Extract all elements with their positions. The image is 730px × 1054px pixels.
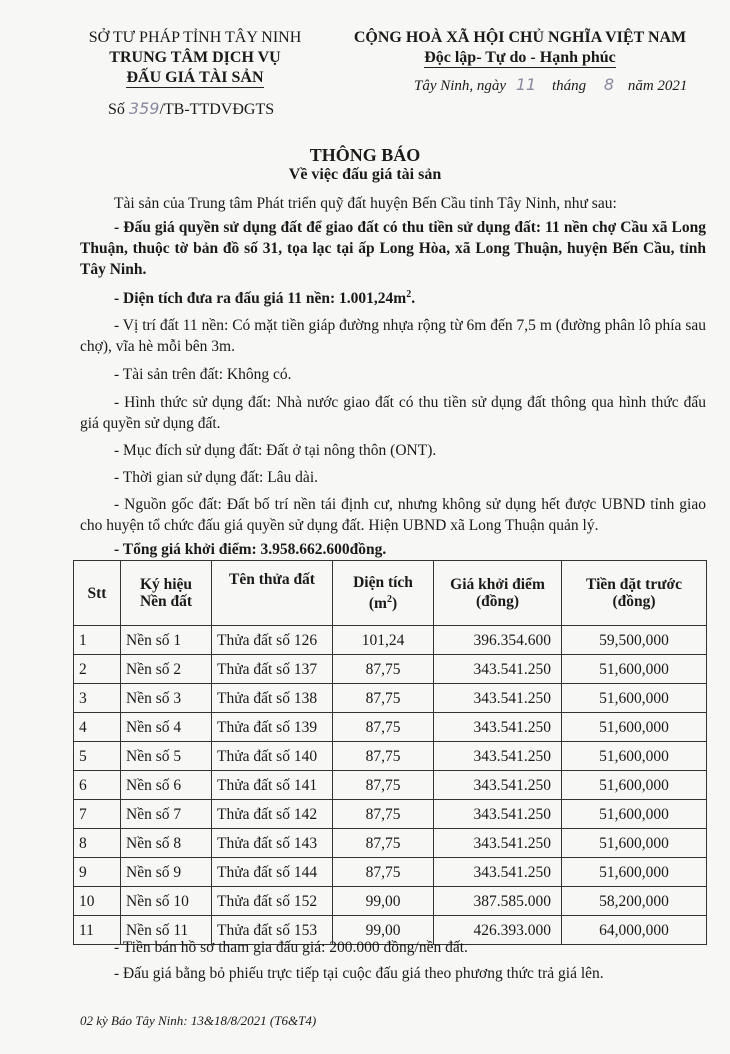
location-item: - Vị trí đất 11 nền: Có mặt tiền giáp đường nhựa rộng từ 6m đến 7,5 m (đường phân lô phía sau chợ), vĩa hè mỗi bên 3m.: [80, 317, 706, 355]
country-name: CỘNG HOÀ XÃ HỘI CHỦ NGHĨA VIỆT NAM: [353, 29, 687, 46]
cell-ky-hieu: Nền số 6: [121, 771, 212, 800]
cell-ten: Thửa đất số 137: [212, 655, 333, 684]
cell-tien: 51,600,000: [562, 655, 707, 684]
duration-item: - Thời gian sử dụng đất: Lâu dài.: [114, 469, 318, 486]
cell-stt: 6: [74, 771, 121, 800]
cell-tien: 51,600,000: [562, 713, 707, 742]
table-row: [74, 887, 707, 916]
cell-ten: Thửa đất số 142: [212, 800, 333, 829]
cell-dien-tich: 87,75: [333, 771, 434, 800]
cell-stt: 7: [74, 800, 121, 829]
cell-ky-hieu: Nền số 7: [121, 800, 212, 829]
cell-stt: 10: [74, 887, 121, 916]
cell-gia: 343.541.250: [434, 713, 562, 742]
center-name-line1: TRUNG TÂM DỊCH VỤ: [109, 49, 281, 66]
header-dien-tich-sup: 2: [386, 593, 392, 605]
cell-gia: 343.541.250: [434, 684, 562, 713]
publication-note: 02 kỳ Báo Tây Ninh: 13&18/8/2021 (T6&T4): [80, 1013, 317, 1028]
cell-ten: Thửa đất số 141: [212, 771, 333, 800]
header-gia-line2: (đồng): [475, 593, 520, 610]
auction-item: - Đấu giá quyền sử dụng đất để giao đất có thu tiền sử dụng đất: 11 nền chợ Cầu xã Long Thuận, thuộc tờ bản đồ số 31, tọa lạc tại ấp Long Hòa, xã Long Thuận, huyện Bến Cầu, tỉnh Tây Ninh.: [80, 219, 706, 278]
cell-ten: Thửa đất số 126: [212, 626, 333, 655]
cell-ky-hieu: Nền số 4: [121, 713, 212, 742]
cell-ky-hieu: Nền số 3: [121, 684, 212, 713]
header-ky-hieu: [121, 561, 212, 626]
cell-gia: 343.541.250: [434, 829, 562, 858]
cell-ten: Thửa đất số 144: [212, 858, 333, 887]
assets-item: - Tài sản trên đất: Không có.: [114, 366, 292, 383]
cell-gia: 343.541.250: [434, 800, 562, 829]
area-item: [80, 284, 706, 309]
cell-ten: Thửa đất số 153: [212, 916, 333, 945]
table-row: [74, 771, 707, 800]
cell-tien: 51,600,000: [562, 684, 707, 713]
cell-ky-hieu: Nền số 11: [121, 916, 212, 945]
table-row: [74, 713, 707, 742]
table-row: [74, 684, 707, 713]
cell-tien: 59,500,000: [562, 626, 707, 655]
header-dien-tich: [333, 561, 434, 626]
usage-form-item: - Hình thức sử dụng đất: Nhà nước giao đất có thu tiền sử dụng đất thông qua hình thức đấu giá quyền sử dụng đất.: [80, 394, 706, 432]
cell-stt: 5: [74, 742, 121, 771]
cell-gia: 343.541.250: [434, 858, 562, 887]
cell-ky-hieu: Nền số 1: [121, 626, 212, 655]
cell-tien: 64,000,000: [562, 916, 707, 945]
motto: Độc lập- Tự do - Hạnh phúc: [424, 49, 616, 66]
cell-gia: 396.354.600: [434, 626, 562, 655]
cell-dien-tich: 101,24: [333, 626, 434, 655]
fee-item: - Tiền bán hồ sơ tham gia đấu giá: 200.000 đồng/nền đất.: [114, 939, 468, 956]
total-price-item: - Tổng giá khởi điểm: 3.958.662.600đồng.: [114, 541, 387, 558]
cell-gia: 343.541.250: [434, 742, 562, 771]
cell-dien-tich: 87,75: [333, 829, 434, 858]
handwritten-number: 359: [128, 99, 160, 118]
cell-stt: 11: [74, 916, 121, 945]
area-text: - Diện tích đưa ra đấu giá 11 nền: 1.001,24m: [114, 290, 407, 308]
cell-tien: 58,200,000: [562, 887, 707, 916]
date-year: năm 2021: [627, 78, 688, 94]
date-day: 11: [515, 75, 537, 94]
cell-ten: Thửa đất số 152: [212, 887, 333, 916]
cell-dien-tich: 87,75: [333, 858, 434, 887]
cell-dien-tich: 99,00: [333, 887, 434, 916]
cell-stt: 9: [74, 858, 121, 887]
center-name-line2: ĐẤU GIÁ TÀI SẢN: [126, 69, 264, 86]
cell-gia: 343.541.250: [434, 771, 562, 800]
header-tien-dat-truoc: [562, 561, 707, 626]
method-item: - Đấu giá bằng bỏ phiếu trực tiếp tại cuộc đấu giá theo phương thức trả giá lên.: [114, 965, 604, 982]
cell-gia: 343.541.250: [434, 655, 562, 684]
header-gia-line1: Giá khởi điểm: [450, 576, 545, 593]
document-title: THÔNG BÁO: [309, 145, 421, 165]
cell-stt: 3: [74, 684, 121, 713]
intro-text: Tài sản của Trung tâm Phát triển quỹ đất huyện Bến Cầu tỉnh Tây Ninh, như sau:: [114, 195, 617, 212]
header-gia-khoi-diem: [434, 561, 562, 626]
area-suffix: .: [411, 290, 416, 308]
cell-stt: 2: [74, 655, 121, 684]
cell-dien-tich: 87,75: [333, 713, 434, 742]
cell-tien: 51,600,000: [562, 800, 707, 829]
table-row: [74, 829, 707, 858]
issue-date: [414, 75, 687, 95]
table-row: [74, 742, 707, 771]
number-prefix: Số: [108, 101, 125, 118]
cell-stt: 1: [74, 626, 121, 655]
cell-stt: 4: [74, 713, 121, 742]
cell-tien: 51,600,000: [562, 858, 707, 887]
table-row: [74, 655, 707, 684]
cell-ky-hieu: Nền số 8: [121, 829, 212, 858]
area-sup: 2: [406, 289, 412, 300]
cell-dien-tich: 87,75: [333, 742, 434, 771]
purpose-item: - Mục đích sử dụng đất: Đất ở tại nông thôn (ONT).: [114, 442, 437, 459]
cell-dien-tich: 87,75: [333, 684, 434, 713]
cell-ten: Thửa đất số 143: [212, 829, 333, 858]
cell-ky-hieu: Nền số 10: [121, 887, 212, 916]
header-dien-tich-close: ): [391, 595, 398, 613]
origin-item: - Nguồn gốc đất: Đất bố trí nền tái định cư, nhưng không sử dụng hết được UBND tỉnh giao cho huyện tổ chức đấu giá quyền sử dụng đất. Hiện UBND xã Long Thuận quản lý.: [80, 496, 706, 534]
table-row: [74, 800, 707, 829]
header-ky-hieu-line2: Nền đất: [139, 593, 193, 610]
document-number: [108, 99, 274, 119]
header-stt: Stt: [74, 561, 121, 626]
cell-ten: Thửa đất số 139: [212, 713, 333, 742]
document-subtitle: Về việc đấu giá tài sản: [288, 166, 442, 183]
issuer-block: [60, 28, 330, 88]
cell-gia: 387.585.000: [434, 887, 562, 916]
cell-dien-tich: 87,75: [333, 800, 434, 829]
date-month: 8: [603, 75, 615, 94]
cell-tien: 51,600,000: [562, 829, 707, 858]
header-ten-thua: Tên thửa đất: [212, 561, 333, 626]
header-dien-tich-unit: (m: [368, 595, 387, 613]
auction-table: [73, 560, 707, 945]
header-ky-hieu-line1: Ký hiệu: [139, 576, 193, 593]
table-row: [74, 858, 707, 887]
date-month-label: tháng: [551, 78, 587, 94]
cell-tien: 51,600,000: [562, 771, 707, 800]
header-tien-line1: Tiền đặt trước: [586, 576, 682, 593]
cell-stt: 8: [74, 829, 121, 858]
cell-ten: Thửa đất số 140: [212, 742, 333, 771]
cell-ky-hieu: Nền số 5: [121, 742, 212, 771]
date-place: Tây Ninh, ngày: [414, 78, 507, 94]
cell-dien-tich: 87,75: [333, 655, 434, 684]
agency-name: SỞ TƯ PHÁP TỈNH TÂY NINH: [88, 29, 302, 46]
cell-gia: 426.393.000: [434, 916, 562, 945]
table-header-row: [74, 561, 707, 626]
cell-ky-hieu: Nền số 2: [121, 655, 212, 684]
cell-dien-tich: 99,00: [333, 916, 434, 945]
cell-tien: 51,600,000: [562, 742, 707, 771]
cell-ten: Thửa đất số 138: [212, 684, 333, 713]
table-row: [74, 626, 707, 655]
national-header: [330, 28, 710, 68]
number-suffix: /TB-TTDVĐGTS: [159, 101, 275, 118]
header-tien-line2: (đồng): [612, 593, 656, 610]
cell-ky-hieu: Nền số 9: [121, 858, 212, 887]
header-dien-tich-line1: Diện tích: [353, 573, 413, 591]
